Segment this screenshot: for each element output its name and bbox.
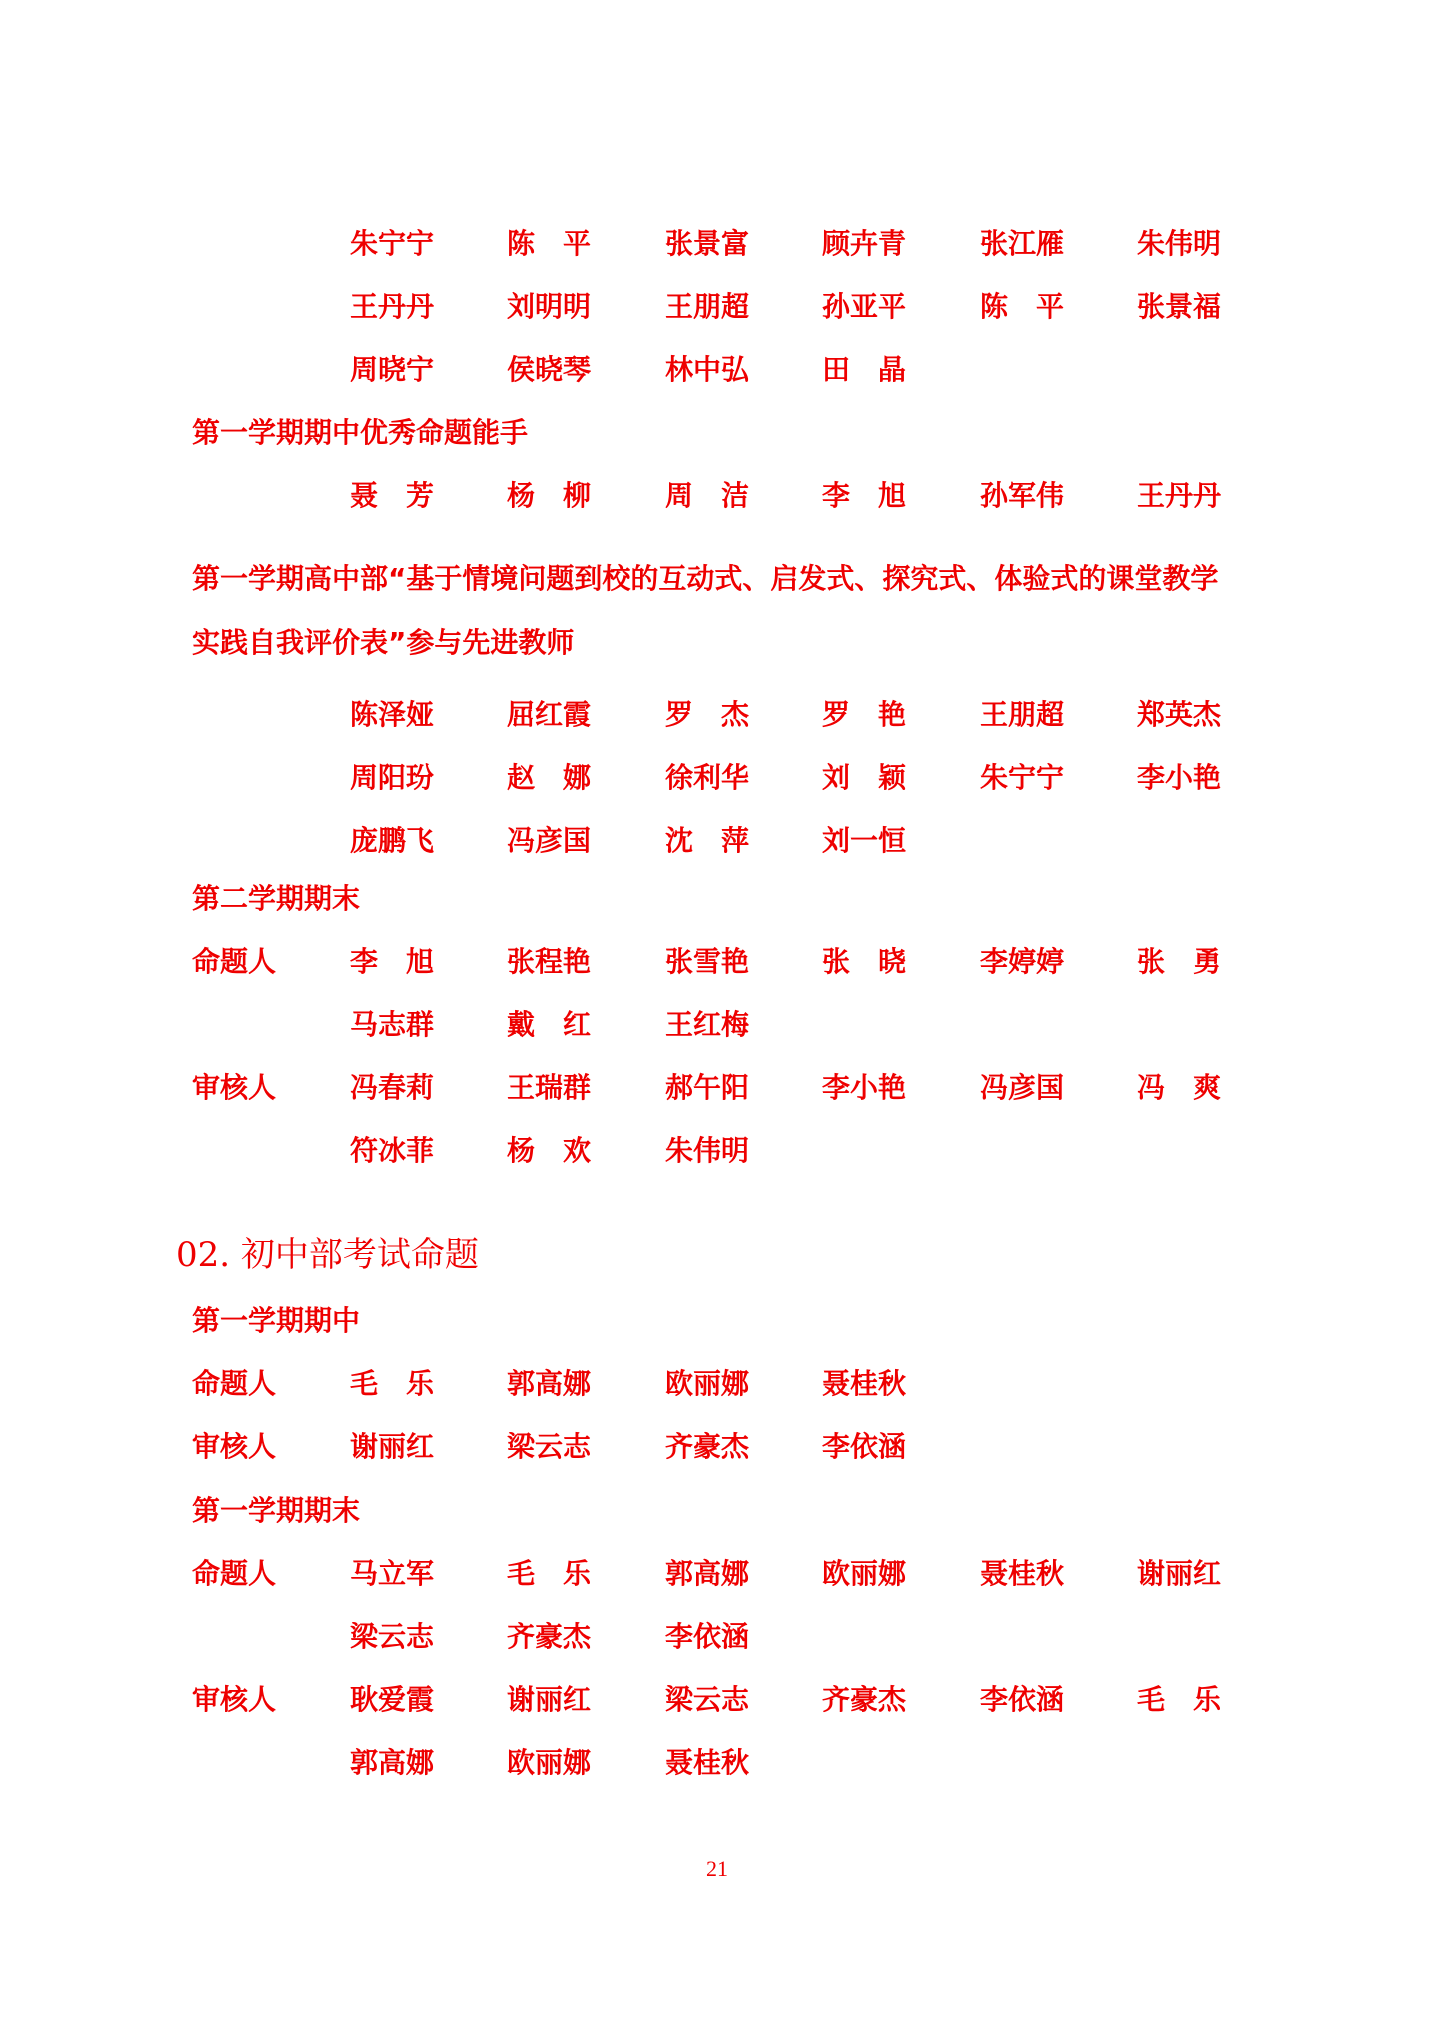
teacher-name: 李依涵 <box>822 1430 907 1463</box>
teacher-name: 谢丽红 <box>1137 1557 1222 1590</box>
teacher-name: 刘 颖 <box>822 761 907 794</box>
teacher-name: 孙军伟 <box>980 479 1065 512</box>
role-label: 命题人 <box>192 1557 277 1590</box>
teacher-name: 梁云志 <box>665 1683 750 1716</box>
name-row <box>0 1743 1434 1795</box>
teacher-name: 周晓宁 <box>350 353 435 386</box>
teacher-name: 齐豪杰 <box>507 1620 592 1653</box>
teacher-name: 冯彦国 <box>507 824 592 857</box>
teacher-name: 郭高娜 <box>665 1557 750 1590</box>
teacher-name: 李婷婷 <box>980 945 1065 978</box>
teacher-name: 李 旭 <box>350 945 435 978</box>
teacher-name: 郭高娜 <box>350 1746 435 1779</box>
teacher-name: 陈 平 <box>980 290 1065 323</box>
teacher-name: 欧丽娜 <box>665 1367 750 1400</box>
teacher-name: 郭高娜 <box>507 1367 592 1400</box>
teacher-name: 陈 平 <box>507 227 592 260</box>
teacher-name: 聂桂秋 <box>822 1367 907 1400</box>
name-row <box>0 350 1434 402</box>
teacher-name: 罗 艳 <box>822 698 907 731</box>
teacher-name: 杨 欢 <box>507 1134 592 1167</box>
teacher-name: 林中弘 <box>665 353 750 386</box>
name-row <box>0 1068 1434 1120</box>
teacher-name: 冯春莉 <box>350 1071 435 1104</box>
teacher-name: 周阳玢 <box>350 761 435 794</box>
teacher-name: 田 晶 <box>822 353 907 386</box>
teacher-name: 欧丽娜 <box>507 1746 592 1779</box>
teacher-name: 郝午阳 <box>665 1071 750 1104</box>
heading-classroom-practice-line1: 第一学期高中部“基于情境问题到校的互动式、启发式、探究式、体验式的课堂教学 <box>192 562 1219 595</box>
teacher-name: 聂 芳 <box>350 479 435 512</box>
teacher-name: 陈泽娅 <box>350 698 435 731</box>
teacher-name: 侯晓琴 <box>507 353 592 386</box>
teacher-name: 李依涵 <box>980 1683 1065 1716</box>
teacher-name: 李小艳 <box>1137 761 1222 794</box>
teacher-name: 杨 柳 <box>507 479 592 512</box>
name-row <box>0 287 1434 339</box>
teacher-name: 张景福 <box>1137 290 1222 323</box>
teacher-name: 罗 杰 <box>665 698 750 731</box>
teacher-name: 梁云志 <box>350 1620 435 1653</box>
teacher-name: 屈红霞 <box>507 698 592 731</box>
teacher-name: 刘一恒 <box>822 824 907 857</box>
teacher-name: 梁云志 <box>507 1430 592 1463</box>
name-row <box>0 1427 1434 1479</box>
name-row <box>0 942 1434 994</box>
teacher-name: 刘明明 <box>507 290 592 323</box>
section-title: 02. 初中部考试命题 <box>176 1235 479 1275</box>
teacher-name: 毛 乐 <box>1137 1683 1222 1716</box>
teacher-name: 李 旭 <box>822 479 907 512</box>
teacher-name: 谢丽红 <box>507 1683 592 1716</box>
teacher-name: 张雪艳 <box>665 945 750 978</box>
role-label: 审核人 <box>192 1683 277 1716</box>
teacher-name: 戴 红 <box>507 1008 592 1041</box>
teacher-name: 赵 娜 <box>507 761 592 794</box>
teacher-name: 冯彦国 <box>980 1071 1065 1104</box>
teacher-name: 冯 爽 <box>1137 1071 1222 1104</box>
name-row <box>0 224 1434 276</box>
teacher-name: 李依涵 <box>665 1620 750 1653</box>
teacher-name: 张 晓 <box>822 945 907 978</box>
teacher-name: 王朋超 <box>980 698 1065 731</box>
teacher-name: 王朋超 <box>665 290 750 323</box>
heading-second-term-final: 第二学期期末 <box>192 882 361 915</box>
teacher-name: 徐利华 <box>665 761 750 794</box>
teacher-name: 谢丽红 <box>350 1430 435 1463</box>
teacher-name: 马志群 <box>350 1008 435 1041</box>
teacher-name: 齐豪杰 <box>822 1683 907 1716</box>
name-row <box>0 1554 1434 1606</box>
teacher-name: 王瑞群 <box>507 1071 592 1104</box>
teacher-name: 朱伟明 <box>1137 227 1222 260</box>
heading-midterm-excellent-setters: 第一学期期中优秀命题能手 <box>192 416 529 449</box>
teacher-name: 孙亚平 <box>822 290 907 323</box>
teacher-name: 沈 萍 <box>665 824 750 857</box>
heading-first-term-final: 第一学期期末 <box>192 1494 361 1527</box>
role-label: 命题人 <box>192 1367 277 1400</box>
name-row <box>0 758 1434 810</box>
name-row <box>0 1131 1434 1183</box>
teacher-name: 毛 乐 <box>507 1557 592 1590</box>
role-label: 审核人 <box>192 1430 277 1463</box>
role-label: 命题人 <box>192 945 277 978</box>
teacher-name: 欧丽娜 <box>822 1557 907 1590</box>
teacher-name: 聂桂秋 <box>665 1746 750 1779</box>
teacher-name: 张江雁 <box>980 227 1065 260</box>
name-row <box>0 1364 1434 1416</box>
teacher-name: 聂桂秋 <box>980 1557 1065 1590</box>
name-row <box>0 1617 1434 1669</box>
teacher-name: 朱伟明 <box>665 1134 750 1167</box>
teacher-name: 周 洁 <box>665 479 750 512</box>
role-label: 审核人 <box>192 1071 277 1104</box>
name-row <box>0 1005 1434 1057</box>
teacher-name: 朱宁宁 <box>980 761 1065 794</box>
teacher-name: 耿爱霞 <box>350 1683 435 1716</box>
heading-classroom-practice-line2: 实践自我评价表”参与先进教师 <box>192 626 575 659</box>
name-row <box>0 695 1434 747</box>
teacher-name: 王红梅 <box>665 1008 750 1041</box>
teacher-name: 马立军 <box>350 1557 435 1590</box>
teacher-name: 张 勇 <box>1137 945 1222 978</box>
heading-first-term-midterm: 第一学期期中 <box>192 1304 361 1337</box>
teacher-name: 李小艳 <box>822 1071 907 1104</box>
teacher-name: 郑英杰 <box>1137 698 1222 731</box>
name-row <box>0 476 1434 528</box>
teacher-name: 朱宁宁 <box>350 227 435 260</box>
name-row <box>0 821 1434 873</box>
teacher-name: 顾卉青 <box>822 227 907 260</box>
teacher-name: 毛 乐 <box>350 1367 435 1400</box>
name-row <box>0 1680 1434 1732</box>
teacher-name: 王丹丹 <box>350 290 435 323</box>
page-number: 21 <box>706 1856 728 1881</box>
teacher-name: 张程艳 <box>507 945 592 978</box>
teacher-name: 王丹丹 <box>1137 479 1222 512</box>
teacher-name: 齐豪杰 <box>665 1430 750 1463</box>
teacher-name: 符冰菲 <box>350 1134 435 1167</box>
teacher-name: 庞鹏飞 <box>350 824 435 857</box>
teacher-name: 张景富 <box>665 227 750 260</box>
